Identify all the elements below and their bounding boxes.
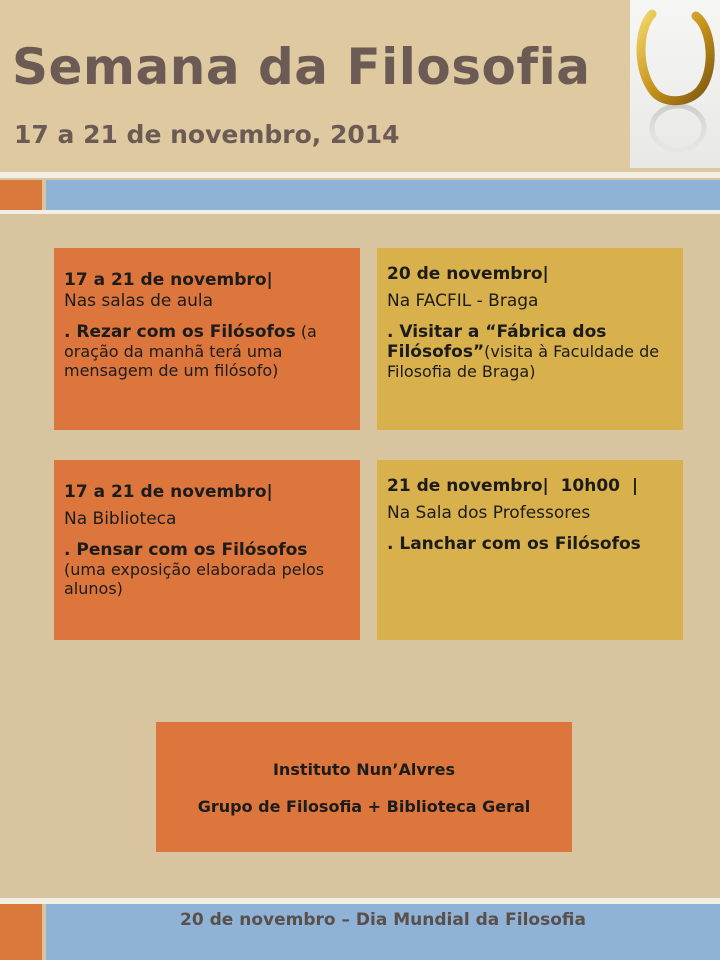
event-detail: (visita à Faculdade de Filosofia de Braga)	[387, 342, 660, 381]
event-date: 20 de novembro|	[387, 264, 549, 284]
event-card-library	[54, 460, 360, 640]
event-card-staffroom	[377, 460, 683, 640]
header	[0, 0, 720, 172]
event-place: Na Biblioteca	[64, 509, 177, 529]
header-band-accent	[0, 180, 42, 210]
event-date: 17 a 21 de novembro|	[64, 270, 273, 290]
event-detail: (uma exposição elaborada pelos alunos)	[64, 560, 325, 598]
header-band	[46, 180, 720, 210]
event-description	[64, 322, 350, 380]
event-place: Na Sala dos Professores	[387, 503, 591, 523]
event-detail: (a oração da manhã terá uma mensagem de um filósofo)	[64, 322, 317, 380]
phi-symbol-icon	[630, 0, 720, 168]
event-card-facfil	[377, 248, 683, 430]
event-place: Nas salas de aula	[64, 291, 214, 311]
event-description	[387, 534, 673, 554]
footer-text: 20 de novembro – Dia Mundial da Filosofia	[180, 910, 586, 930]
page-subtitle: 17 a 21 de novembro, 2014	[14, 120, 400, 149]
event-date: 17 a 21 de novembro|	[64, 482, 273, 502]
band-divider	[0, 210, 720, 214]
footer-band-accent	[0, 904, 42, 960]
event-activity: . Pensar com os Filósofos	[64, 540, 308, 560]
organizer-box	[156, 722, 572, 852]
organizer-institute: Instituto Nun’Alvres	[272, 760, 456, 779]
event-place: Na FACFIL - Braga	[387, 291, 539, 311]
event-description	[387, 322, 673, 381]
organizer-groups: Grupo de Filosofia + Biblioteca Geral	[197, 797, 531, 816]
event-activity: . Lanchar com os Filósofos	[387, 534, 641, 554]
event-date: 21 de novembro| 10h00 |	[387, 476, 639, 496]
page-title: Semana da Filosofia	[12, 38, 591, 96]
header-divider	[0, 172, 720, 178]
event-activity: . Rezar com os Filósofos	[64, 322, 296, 342]
event-card-classrooms	[54, 248, 360, 430]
event-activity: . Visitar a “Fábrica dos Filósofos”	[387, 322, 607, 362]
event-description	[64, 540, 350, 598]
